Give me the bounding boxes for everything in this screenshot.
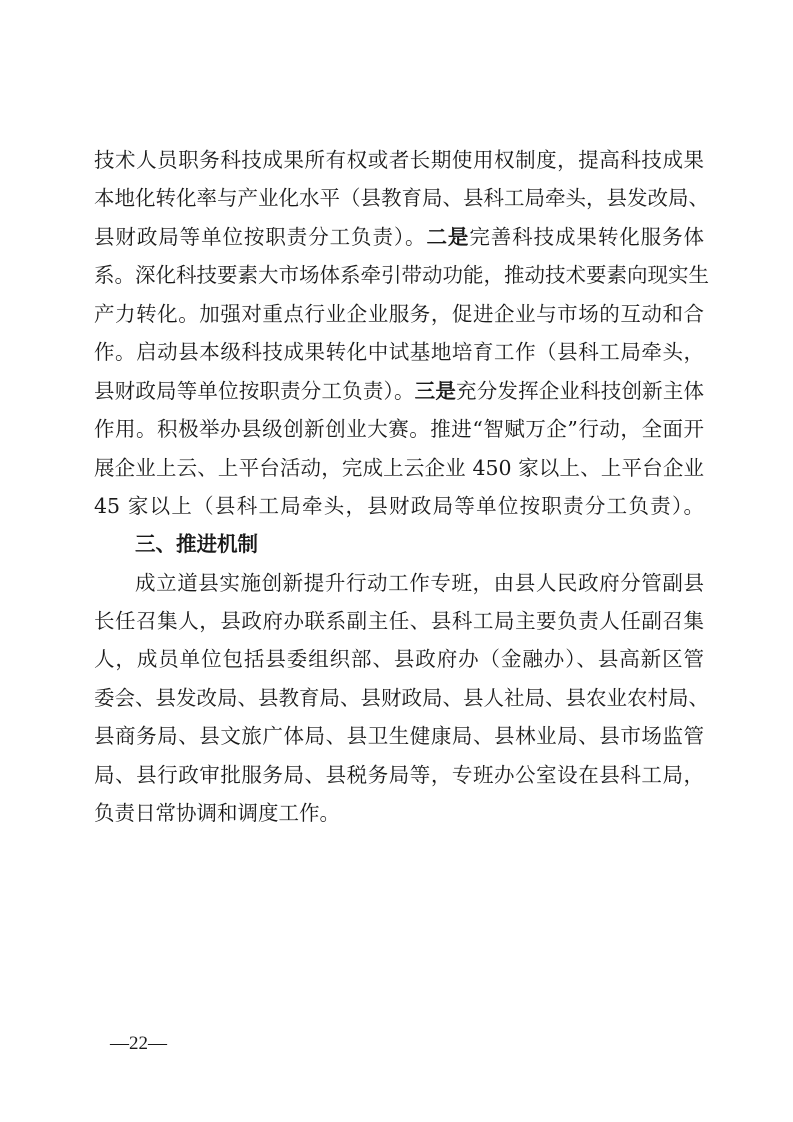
paragraph-line: 成立道县实施创新提升行动工作专班，由县人民政府分管副县: [135, 571, 704, 595]
paragraph-line: 本地化转化率与产业化水平（县教育局、县科工局牵头，县发改局、: [94, 186, 709, 210]
paragraph-line: 局、县行政审批服务局、县税务局等，专班办公室设在县科工局，: [94, 763, 704, 787]
section-heading: 三、推进机制: [135, 532, 258, 556]
paragraph-line: 委会、县发改局、县教育局、县财政局、县人社局、县农业农村局、: [94, 686, 709, 710]
page-number: —22—: [110, 1033, 167, 1054]
paragraph-line: 县商务局、县文旅广体局、县卫生健康局、县林业局、县市场监管: [94, 724, 704, 748]
paragraph-line: 人，成员单位包括县委组织部、县政府办（金融办）、县高新区管: [94, 647, 704, 671]
paragraph-line: 县财政局等单位按职责分工负责）。三是充分发挥企业科技创新主体: [94, 379, 705, 403]
paragraph-line: 45 家以上（县科工局牵头，县财政局等单位按职责分工负责）。: [94, 494, 704, 518]
emphasis-label: 三是: [414, 379, 457, 403]
paragraph-line: 作。启动县本级科技成果转化中试基地培育工作（县科工局牵头，: [94, 340, 704, 364]
emphasis-label: 二是: [426, 225, 470, 249]
paragraph-line: 长任召集人，县政府办联系副主任、县科工局主要负责人任副召集: [94, 609, 704, 633]
paragraph-line: 产力转化。加强对重点行业企业服务，促进企业与市场的互动和合: [94, 302, 704, 326]
paragraph-line: 展企业上云、上平台活动，完成上云企业 450 家以上、上平台企业: [94, 456, 704, 480]
paragraph-line: 负责日常协调和调度工作。: [94, 801, 340, 825]
paragraph-line: 县财政局等单位按职责分工负责）。二是完善科技成果转化服务体: [94, 225, 705, 249]
paragraph-line: 系。深化科技要素大市场体系牵引带动功能，推动技术要素向现实生: [94, 263, 709, 287]
paragraph-line: 作用。积极举办县级创新创业大赛。推进“智赋万企”行动，全面开: [94, 417, 704, 441]
paragraph-line: 技术人员职务科技成果所有权或者长期使用权制度，提高科技成果: [94, 148, 704, 172]
